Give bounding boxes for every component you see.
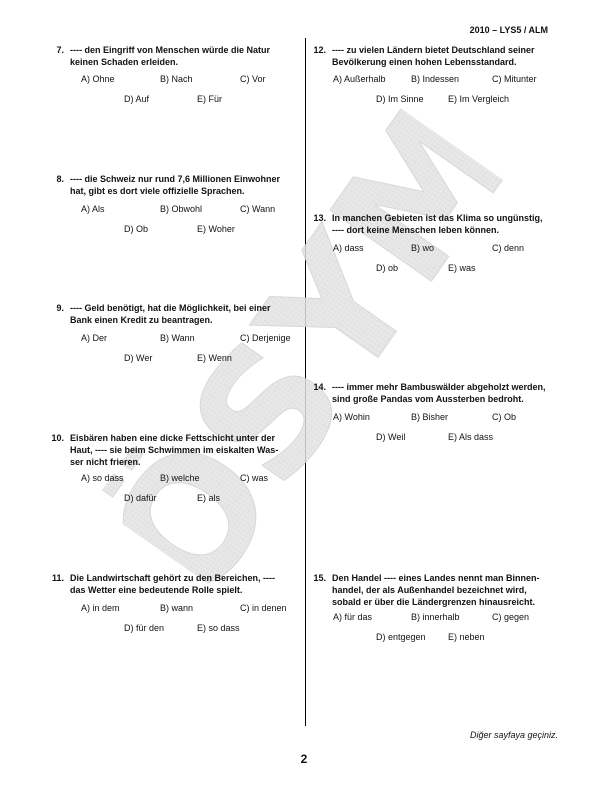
option-e[interactable]: E) Woher xyxy=(197,224,235,234)
option-a[interactable]: A) Als xyxy=(81,204,105,214)
question-stem: ---- Geld benötigt, hat die Möglichkeit, bei einer Bank einen Kredit zu beantragen. xyxy=(70,303,271,325)
question-stem: Die Landwirtschaft gehört zu den Bereichen, ---- das Wetter eine bedeutende Rolle spielt. xyxy=(70,573,276,595)
option-c[interactable]: C) Derjenige xyxy=(240,333,291,343)
page-number: 2 xyxy=(300,752,308,766)
option-d[interactable]: D) Ob xyxy=(124,224,149,234)
option-e[interactable]: E) neben xyxy=(448,632,485,642)
option-a[interactable]: A) dass xyxy=(333,243,364,253)
next-page-note: Diğer sayfaya geçiniz. xyxy=(469,730,558,740)
option-d[interactable]: D) Auf xyxy=(124,94,150,104)
option-b[interactable]: B) wann xyxy=(160,603,194,613)
option-b[interactable]: B) Bisher xyxy=(411,412,449,422)
option-d[interactable]: D) entgegen xyxy=(376,632,426,642)
option-d[interactable]: D) Wer xyxy=(124,353,153,363)
option-a[interactable]: A) für das xyxy=(333,612,373,622)
option-e[interactable]: E) Wenn xyxy=(197,353,232,363)
option-c[interactable]: C) gegen xyxy=(492,612,530,622)
question-number: 10. xyxy=(51,433,64,443)
option-e[interactable]: E) was xyxy=(448,263,476,273)
option-c[interactable]: C) was xyxy=(240,473,269,483)
option-b[interactable]: B) Obwohl xyxy=(160,204,203,214)
option-b[interactable]: B) wo xyxy=(411,243,435,253)
option-a[interactable]: A) Wohin xyxy=(333,412,370,422)
option-d[interactable]: D) Weil xyxy=(376,432,406,442)
option-c[interactable]: C) in denen xyxy=(240,603,287,613)
option-c[interactable]: C) Mitunter xyxy=(492,74,537,84)
option-d[interactable]: D) für den xyxy=(124,623,165,633)
option-b[interactable]: B) innerhalb xyxy=(411,612,460,622)
option-c[interactable]: C) Ob xyxy=(492,412,517,422)
option-b[interactable]: B) Nach xyxy=(160,74,193,84)
osym-watermark xyxy=(93,94,527,607)
option-d[interactable]: D) ob xyxy=(376,263,399,273)
question-stem: In manchen Gebieten ist das Klima so ungünstig, ---- dort keine Menschen leben können. xyxy=(332,213,543,235)
option-a[interactable]: A) in dem xyxy=(81,603,120,613)
question-stem: ---- den Eingriff von Menschen würde die Natur keinen Schaden erleiden. xyxy=(70,45,271,67)
option-a[interactable]: A) Außerhalb xyxy=(333,74,386,84)
question-stem: Den Handel ---- eines Landes nennt man Binnen- handel, der als Außenhandel bezeichnet wird, sobald er über die Ländergrenzen hinausreicht. xyxy=(332,573,540,607)
option-c[interactable]: C) Wann xyxy=(240,204,276,214)
option-e[interactable]: E) Für xyxy=(197,94,223,104)
option-e[interactable]: E) so dass xyxy=(197,623,240,633)
question-number: 11. xyxy=(51,573,64,583)
watermark-text: ÖSYM xyxy=(92,93,528,607)
question-number: 14. xyxy=(313,382,326,392)
option-c[interactable]: C) Vor xyxy=(240,74,266,84)
question-number: 9. xyxy=(56,303,64,313)
option-b[interactable]: B) Wann xyxy=(160,333,195,343)
question-number: 7. xyxy=(56,45,64,55)
option-b[interactable]: B) welche xyxy=(160,473,200,483)
option-d[interactable]: D) Im Sinne xyxy=(376,94,424,104)
column-divider xyxy=(305,38,306,726)
option-c[interactable]: C) denn xyxy=(492,243,525,253)
option-e[interactable]: E) Im Vergleich xyxy=(448,94,510,104)
question-number: 13. xyxy=(313,213,326,223)
question-number: 8. xyxy=(56,174,64,184)
option-e[interactable]: E) als xyxy=(197,493,221,503)
option-a[interactable]: A) Der xyxy=(81,333,108,343)
option-a[interactable]: A) so dass xyxy=(81,473,124,483)
question-stem: Eisbären haben eine dicke Fettschicht unter der Haut, ---- sie beim Schwimmen im eiskalten Was- ser nicht frieren. xyxy=(70,433,279,467)
watermark-graphic xyxy=(93,94,527,607)
option-a[interactable]: A) Ohne xyxy=(81,74,115,84)
exam-header: 2010 – LYS5 / ALM xyxy=(469,25,548,35)
question-stem: ---- zu vielen Ländern bietet Deutschland seiner Bevölkerung einen hohen Lebensstandard. xyxy=(332,45,535,67)
question-stem: ---- die Schweiz nur rund 7,6 Millionen Einwohner hat, gibt es dort viele offizielle Sprachen. xyxy=(70,174,281,196)
question-number: 12. xyxy=(313,45,326,55)
option-d[interactable]: D) dafür xyxy=(124,493,157,503)
question-number: 15. xyxy=(313,573,326,583)
option-b[interactable]: B) Indessen xyxy=(411,74,460,84)
question-stem: ---- immer mehr Bambuswälder abgeholzt werden, sind große Pandas vom Aussterben bedroht. xyxy=(332,382,546,404)
option-e[interactable]: E) Als dass xyxy=(448,432,494,442)
